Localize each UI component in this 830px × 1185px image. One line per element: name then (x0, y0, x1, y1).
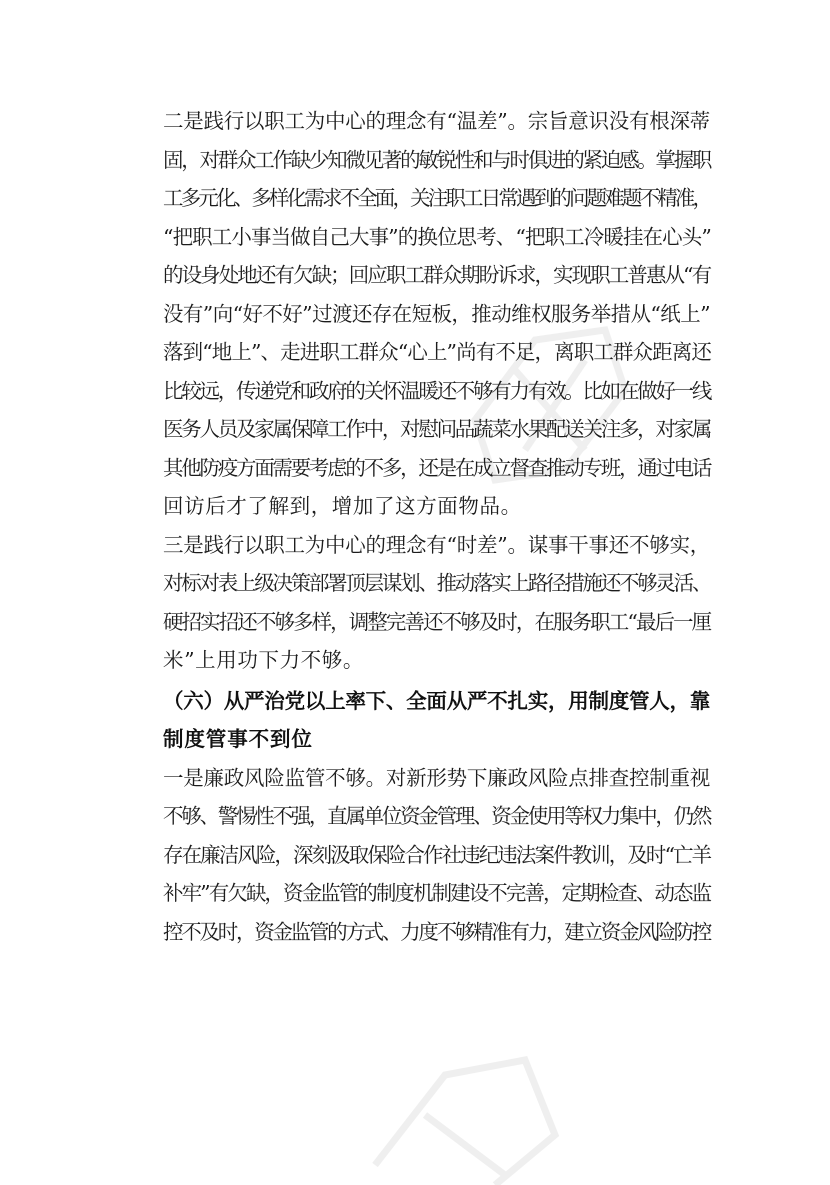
paragraph-line: 的设身处地还有欠缺；回应职工群众期盼诉求，实现职工普惠从“有 (163, 263, 710, 287)
watermark-logo-bottom (355, 1035, 575, 1185)
heading-line: （六）从严治党以上率下、全面从严不扎实，用制度管人，靠 (163, 688, 710, 713)
paragraph-one (122, 759, 710, 952)
paragraph-line: 存在廉洁风险，深刻汲取保险合作社违纪违法案件教训，及时“亡羊 (163, 842, 710, 867)
paragraph-line: 比较远，传递党和政府的关怀温暖还不够有力有效。比如在做好一线 (163, 378, 710, 403)
paragraph-line: 三是践行以职工为中心的理念有“时差”。谋事干事还不够实， (163, 532, 710, 557)
paragraph-line: 固，对群众工作缺少知微见著的敏锐性和与时俱进的紧迫感。掌握职 (163, 147, 710, 172)
heading-line: 制度管事不到位 (163, 727, 313, 751)
paragraph-line: 医务人员及家属保障工作中，对慰问品蔬菜水果配送关注多，对家属 (163, 417, 710, 441)
section-heading-six (122, 682, 710, 759)
paragraph-two (122, 102, 710, 526)
document-body (122, 102, 710, 951)
paragraph-line: 一是廉政风险监管不够。对新形势下廉政风险点排查控制重视 (163, 765, 710, 790)
paragraph-line: 二是践行以职工为中心的理念有“温差”。宗旨意识没有根深蒂 (163, 109, 710, 133)
paragraph-line: 米”上用功下力不够。 (163, 648, 364, 672)
paragraph-line: 控不及时，资金监管的方式、力度不够精准有力，建立资金风险防控 (163, 919, 710, 944)
paragraph-line: 对标对表上级决策部署顶层谋划、推动落实上路径措施还不够灵活、 (163, 571, 710, 595)
paragraph-line: 不够、警惕性不强，直属单位资金管理、资金使用等权力集中，仍然 (163, 804, 710, 828)
paragraph-line: 没有”向“好不好”过渡还存在短板，推动维权服务举措从“纸上” (163, 301, 710, 326)
paragraph-line: 工多元化、多样化需求不全面，关注职工日常遇到的问题难题不精准， (163, 186, 710, 210)
paragraph-line: 补牢”有欠缺，资金监管的制度机制建设不完善，定期检查、动态监 (163, 881, 710, 905)
paragraph-line: “把职工小事当做自己大事”的换位思考、“把职工冷暖挂在心头” (163, 224, 711, 249)
paragraph-line: 回访后才了解到，增加了这方面物品。 (163, 494, 522, 518)
paragraph-three (122, 526, 710, 680)
paragraph-line: 落到“地上”、走进职工群众“心上”尚有不足，离职工群众距离还 (163, 340, 711, 364)
paragraph-line: 硬招实招还不够多样，调整完善还不够及时，在服务职工“最后一厘 (163, 609, 710, 634)
paragraph-line: 其他防疫方面需要考虑的不多，还是在成立督查推动专班，通过电话 (163, 455, 710, 480)
